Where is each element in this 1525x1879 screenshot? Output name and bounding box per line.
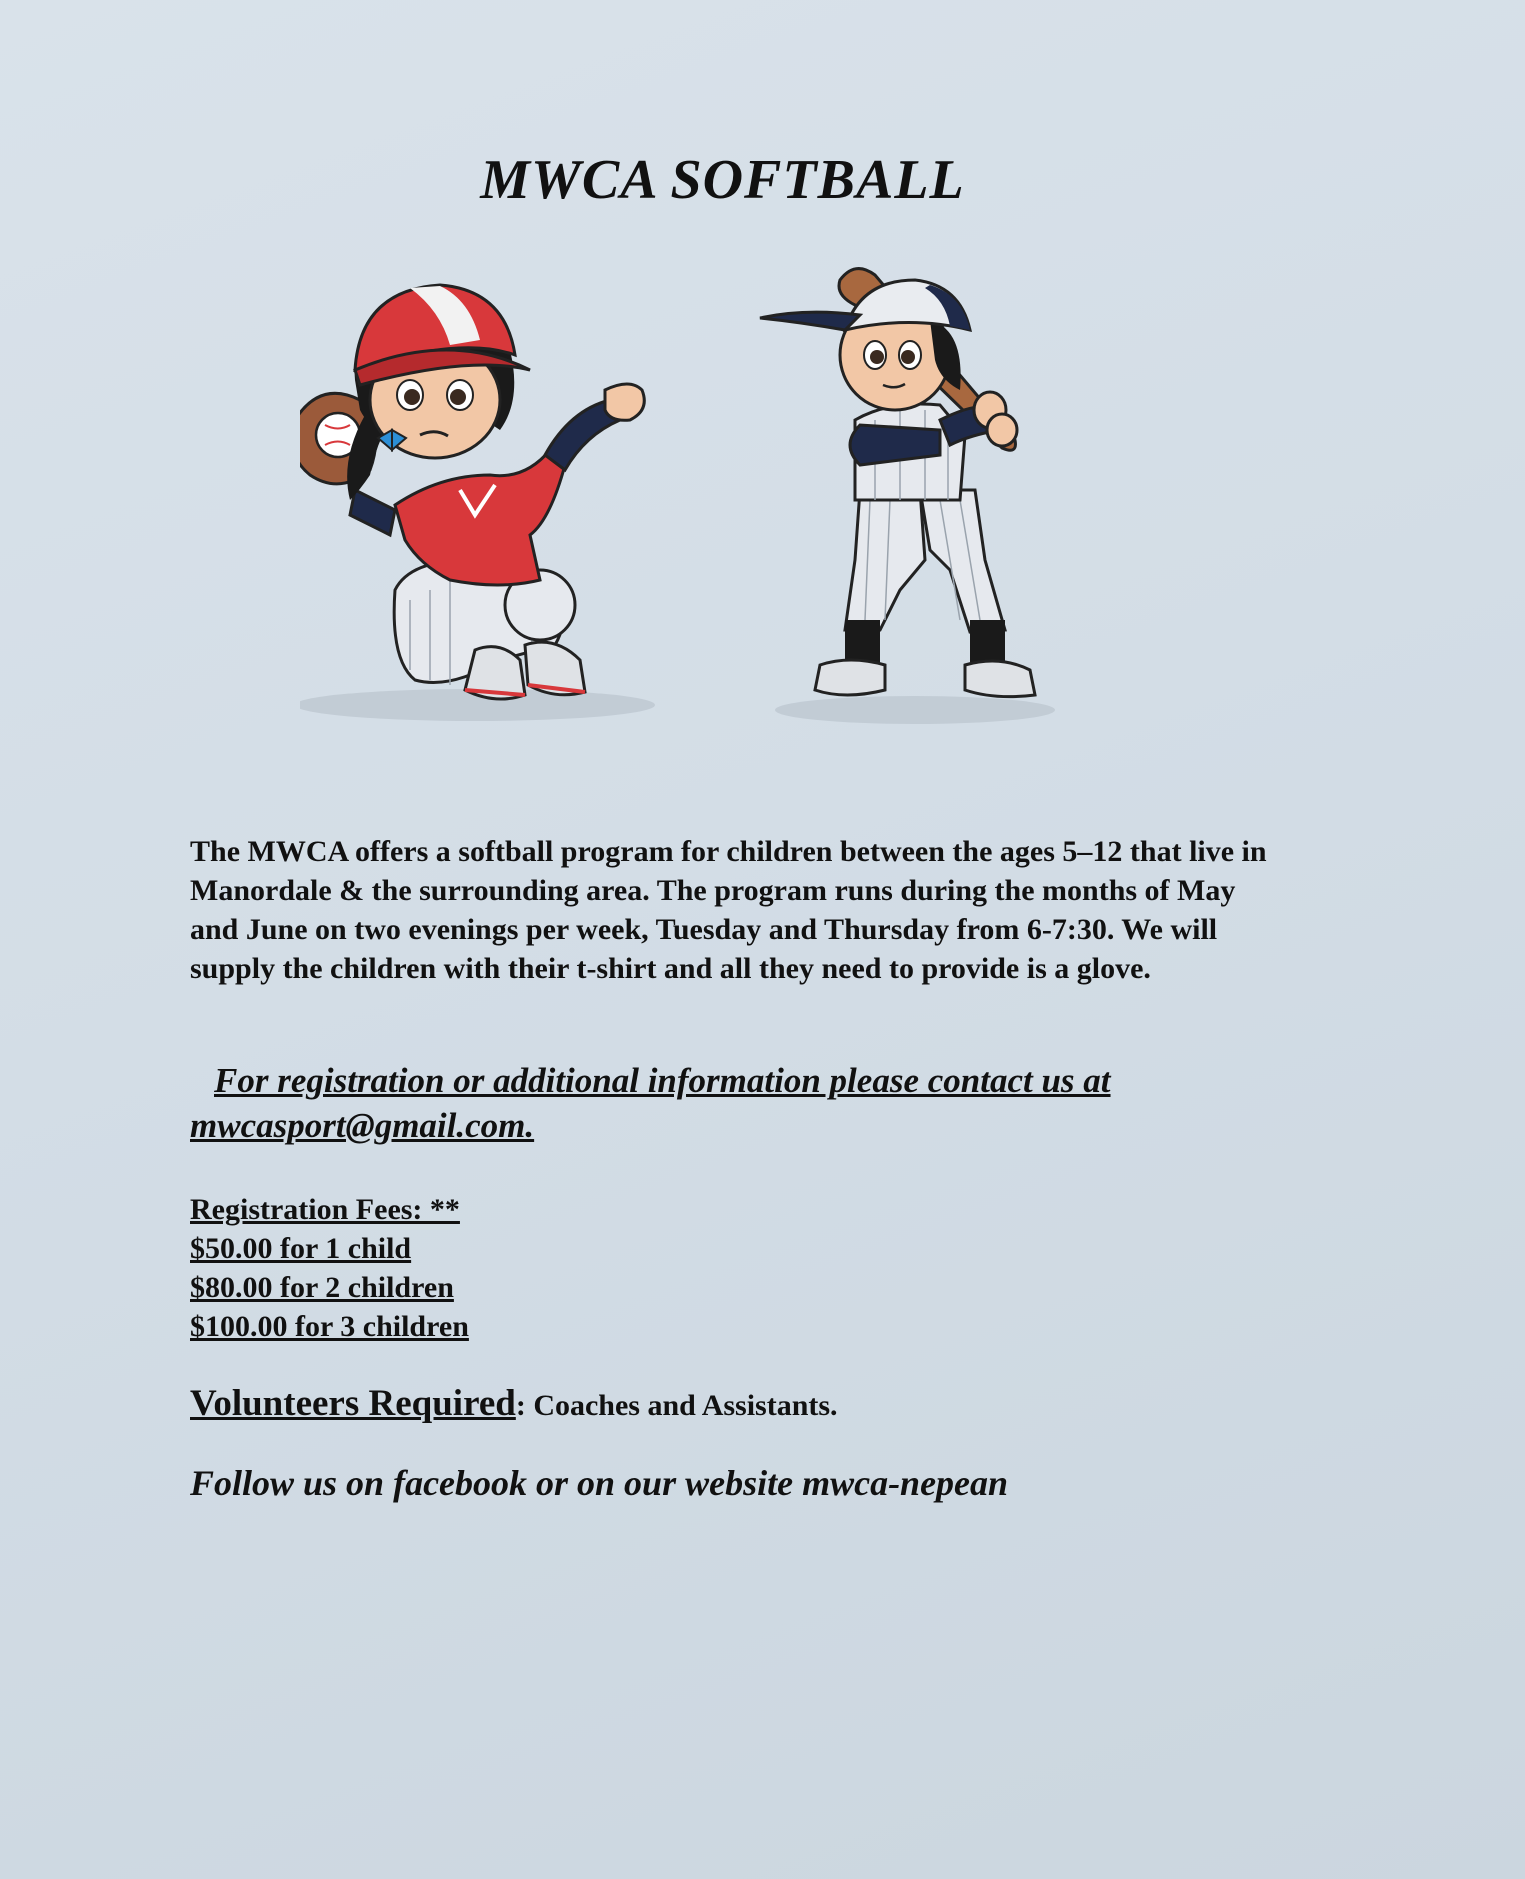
volunteers-colon: :: [515, 1389, 526, 1422]
program-description: The MWCA offers a softball program for children between the ages 5–12 that live in Manordale & the surrounding area. The program runs during the months of May and June on two evenings per week, Tuesday and Thursday from 6-7:30. We will supply the children with their t-shirt and all they need to provide is a glove.: [190, 835, 1267, 985]
softball-players-illustration: [300, 260, 1100, 730]
registration-fees: [190, 1190, 469, 1346]
volunteers-roles: Coaches and Assistants.: [533, 1389, 838, 1422]
volunteers-heading: Volunteers Required: [190, 1383, 516, 1424]
batter-boy-illustration: [760, 269, 1035, 697]
volunteers-line: [190, 1382, 838, 1425]
batter-shadow: [775, 696, 1055, 724]
flyer-title: MWCA SOFTBALL: [480, 149, 965, 211]
catcher-girl-illustration: [300, 285, 644, 699]
fees-heading: Registration Fees: **: [190, 1193, 460, 1226]
fee-item: $50.00 for 1 child: [190, 1232, 412, 1265]
contact-line: For registration or additional information please contact us at mwcasport@gmail.com.: [190, 1061, 1111, 1145]
follow-us-line: Follow us on facebook or on our website mwca-nepean: [190, 1463, 1009, 1503]
fee-item: $80.00 for 2 children: [190, 1271, 454, 1304]
fee-item: $100.00 for 3 children: [190, 1310, 469, 1343]
